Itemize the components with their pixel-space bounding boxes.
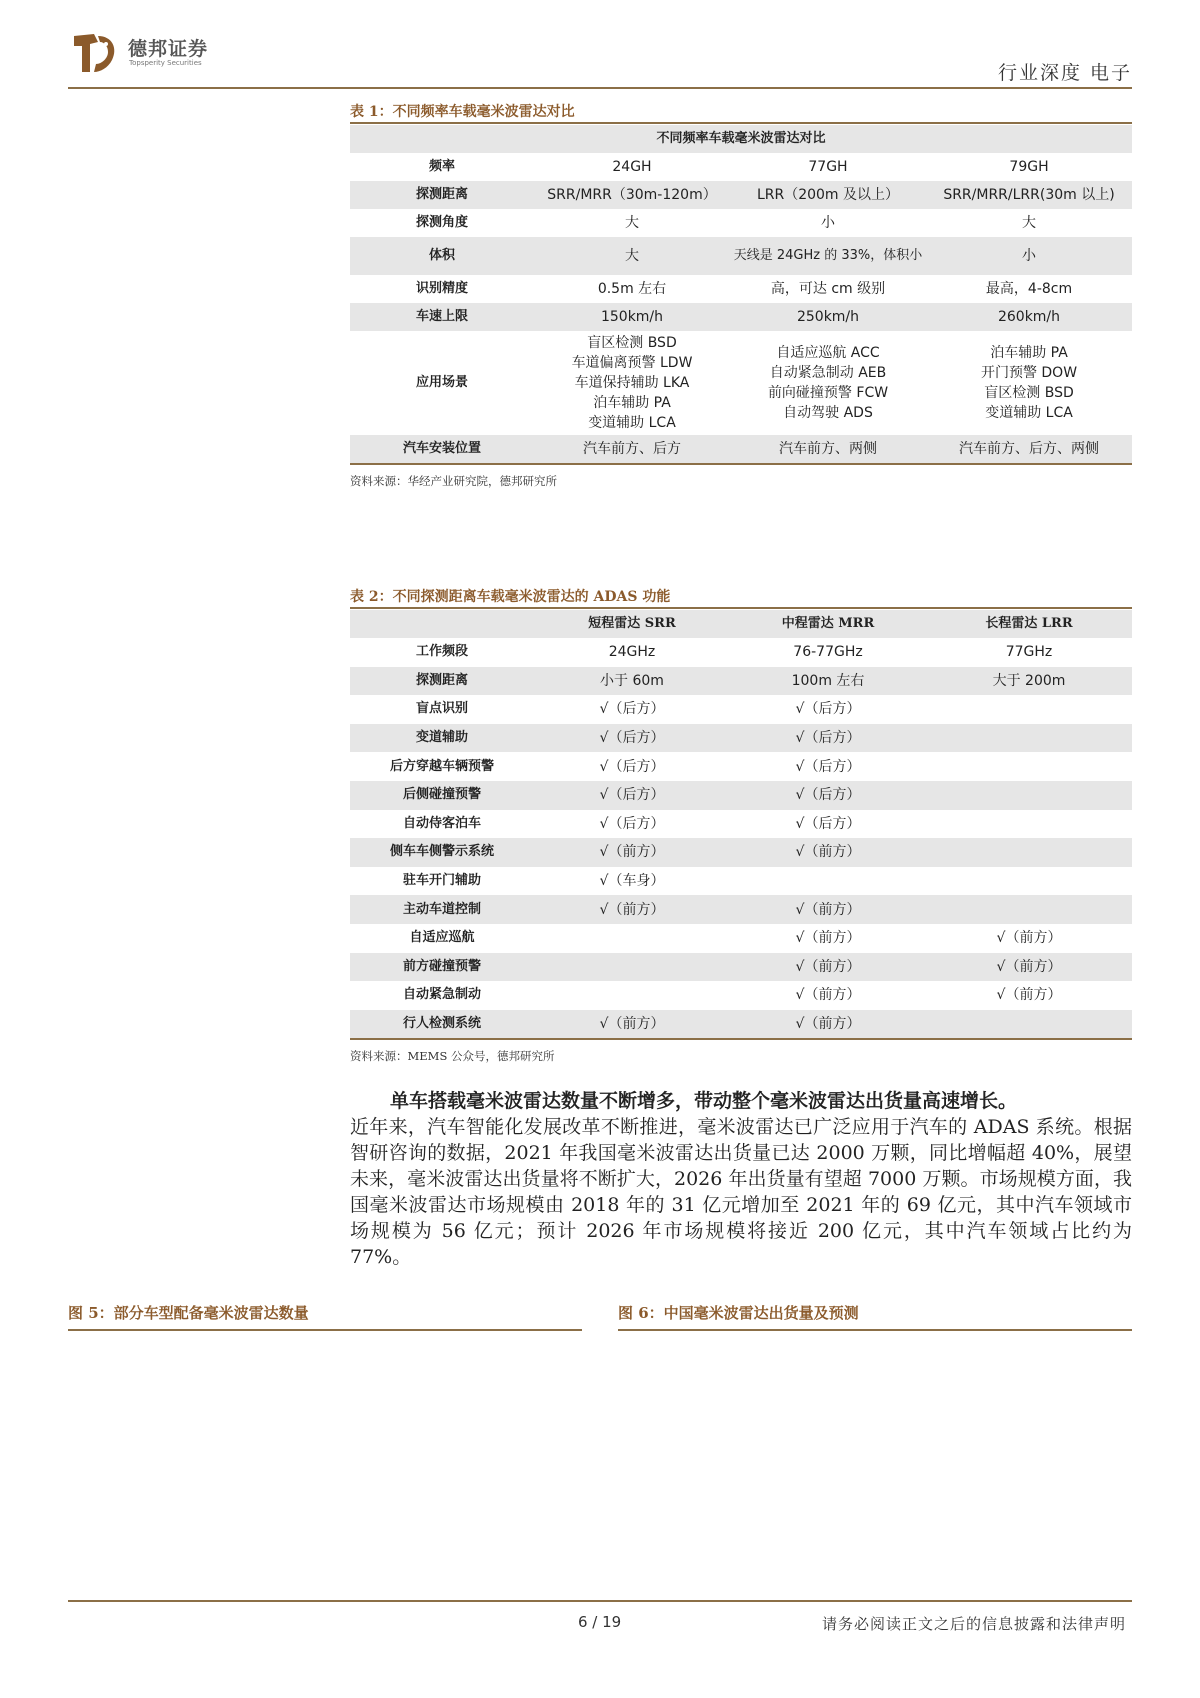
table2-cell: √（后方）: [795, 758, 861, 775]
company-logo: [68, 28, 248, 80]
table2-row-header: 后方穿越车辆预警: [389, 758, 494, 774]
table1-cell: 大: [625, 215, 639, 231]
table1-row: [350, 209, 1132, 237]
table2-cell: [926, 895, 1132, 924]
table2-cell: 24GHz: [608, 644, 656, 661]
table1-row-header: 识别精度: [415, 281, 468, 296]
table1-cell: 最高，4-8cm: [985, 281, 1073, 297]
table2-cell: 100m 左右: [730, 667, 926, 696]
table2-row: [350, 838, 1132, 867]
table1-top-rule: [350, 122, 1132, 124]
table1-cell: LRR（200m 及以上）: [730, 181, 926, 209]
table2-cell: √（车身）: [599, 873, 665, 890]
table1-caption: 表 1：不同频率车载毫米波雷达对比: [350, 104, 575, 120]
logo-english-name: Topsperity Securities: [129, 59, 202, 67]
table1-cell: 79GH: [1009, 159, 1049, 175]
table2-cell: 77GHz: [1005, 644, 1053, 661]
table1-cell: 汽车前方、两侧: [730, 435, 926, 463]
table2-column-header: 短程雷达 SRR: [534, 610, 730, 638]
table1-cell: 高，可达 cm 级别: [770, 281, 886, 297]
table2-cell: 76-77GHz: [793, 644, 863, 661]
table2-row: [350, 981, 1132, 1010]
table1-row-header: 探测距离: [350, 181, 534, 209]
table2-row-header: 变道辅助: [350, 724, 534, 753]
table2-cell: √（后方）: [534, 724, 730, 753]
table2-cell: [926, 867, 1132, 896]
table2-row-header: 自动侍客泊车: [402, 815, 481, 831]
table1-row: [350, 435, 1132, 463]
table1-cell: 汽车前方、后方、两侧: [926, 435, 1132, 463]
table1-radar-frequency-comparison: [350, 125, 1132, 463]
table2-column-header: [350, 610, 534, 638]
table2-cell: √（前方）: [795, 930, 861, 947]
table2-cell: [534, 953, 730, 982]
table2-cell: √（后方）: [795, 815, 861, 832]
table2-row: [350, 752, 1132, 781]
table2-cell: √（前方）: [730, 1010, 926, 1039]
table2-cell: √（前方）: [534, 895, 730, 924]
table1-cell: 小: [821, 215, 835, 231]
table1-row: [350, 303, 1132, 331]
table1-cell: 24GH: [612, 159, 652, 175]
table1-cell: SRR/MRR/LRR(30m 以上): [926, 181, 1132, 209]
table1-cell: 汽车前方、后方: [534, 435, 730, 463]
table2-row-header: 行人检测系统: [350, 1010, 534, 1039]
table2-row: [350, 867, 1132, 896]
table2-top-rule: [350, 607, 1132, 609]
table2-cell: [926, 724, 1132, 753]
table2-cell: √（前方）: [996, 930, 1062, 947]
table1-title: 不同频率车载毫米波雷达对比: [350, 125, 1132, 153]
table2-cell: √（前方）: [795, 987, 861, 1004]
footer-disclaimer: 请务必阅读正文之后的信息披露和法律声明: [821, 1615, 1126, 1633]
table2-caption: 表 2：不同探测距离车载毫米波雷达的 ADAS 功能: [350, 589, 671, 605]
table1-cell: 小: [926, 237, 1132, 275]
figure5-caption: 图 5：部分车型配备毫米波雷达数量: [68, 1304, 309, 1322]
footer-divider: [68, 1600, 1132, 1602]
table2-cell: √（后方）: [730, 724, 926, 753]
table1-cell: 大: [1022, 215, 1036, 231]
table2-row: [350, 953, 1132, 982]
table2-cell: √（前方）: [534, 1010, 730, 1039]
table2-cell: [926, 752, 1132, 781]
table2-cell: [926, 781, 1132, 810]
table2-row: [350, 695, 1132, 724]
table2-cell: 小于 60m: [534, 667, 730, 696]
body-text: 近年来，汽车智能化发展改革不断推进，毫米波雷达已广泛应用于汽车的 ADAS 系统。根据智研咨询的数据，2021 年我国毫米波雷达出货量已达 2000 万颗，同比增幅超 40%，展望未来，毫米波雷达出货量将不断扩大，2026 年出货量有望超 7000 万颗。市场规模方面，我国毫米波雷达市场规模由 2018 年的 31 亿元增加至 2021 年的 69 亿元，其中汽车领域市场规模为 56 亿元；预计 2026 年市场规模将接近 200 亿元，其中汽车领域占比约为 77%。: [350, 1116, 1132, 1268]
table1-title-row: [350, 125, 1132, 153]
table2-cell: √（前方）: [730, 953, 926, 982]
table2-row: [350, 724, 1132, 753]
table2-row-header: 工作频段: [415, 644, 468, 660]
table1-row-header: 车速上限: [350, 303, 534, 331]
table2-cell: [926, 695, 1132, 724]
table2-adas-functions: [350, 610, 1132, 1038]
table1-row: [350, 153, 1132, 181]
table1-row-header: 探测角度: [415, 215, 468, 230]
table1-cell: 250km/h: [730, 303, 926, 331]
table2-row-header: 自适应巡航: [409, 930, 475, 946]
table1-cell: 盲区检测 BSD 车道偏离预警 LDW 车道保持辅助 LKA 泊车辅助 PA 变道辅助 LCA: [571, 335, 693, 431]
table1-cell: 自适应巡航 ACC 自动紧急制动 AEB 前向碰撞预警 FCW 自动驾驶 ADS: [767, 345, 889, 421]
table1-source: 资料来源：华经产业研究院，德邦研究所: [350, 474, 557, 488]
table2-cell: [534, 981, 730, 1010]
table2-cell: √（后方）: [730, 781, 926, 810]
table2-cell: [730, 867, 926, 896]
table1-cell: SRR/MRR（30m-120m）: [534, 181, 730, 209]
logo-mark-icon: [68, 28, 120, 80]
table2-cell: √（前方）: [926, 953, 1132, 982]
table2-cell: √（前方）: [730, 838, 926, 867]
table2-cell: √（前方）: [996, 987, 1062, 1004]
table2-cell: √（后方）: [599, 815, 665, 832]
table1-row: [350, 237, 1132, 275]
table1-row-header: 应用场景: [415, 375, 468, 390]
table1-row-header: 频率: [428, 159, 455, 174]
table1-cell: 150km/h: [534, 303, 730, 331]
table2-row-header: 后侧碰撞预警: [350, 781, 534, 810]
body-paragraph: [350, 1088, 1132, 1270]
table2-row: [350, 638, 1132, 667]
table2-bottom-rule: [350, 1038, 1132, 1040]
logo-chinese-name: 德邦证券: [128, 38, 209, 60]
body-lead-sentence: 单车搭载毫米波雷达数量不断增多，带动整个毫米波雷达出货量高速增长。: [390, 1090, 1018, 1112]
figure6-caption: 图 6：中国毫米波雷达出货量及预测: [618, 1304, 859, 1322]
table1-cell: 泊车辅助 PA 开门预警 DOW 盲区检测 BSD 变道辅助 LCA: [980, 345, 1078, 421]
table2-row: [350, 781, 1132, 810]
table2-row: [350, 1010, 1132, 1039]
table1-cell: 260km/h: [926, 303, 1132, 331]
table1-bottom-rule: [350, 463, 1132, 465]
table2-row-header: 侧车车侧警示系统: [350, 838, 534, 867]
page-number: 6 / 19: [578, 1613, 622, 1631]
report-category: 行业深度 电子: [997, 62, 1132, 84]
table2-row: [350, 924, 1132, 953]
table1-row: [350, 181, 1132, 209]
table2-row: [350, 667, 1132, 696]
table2-cell: √（后方）: [599, 701, 665, 718]
table2-header-row: [350, 610, 1132, 638]
table1-row-header: 体积: [350, 237, 534, 275]
figure5-rule: [68, 1329, 582, 1331]
table2-column-header: 长程雷达 LRR: [926, 610, 1132, 638]
table2-column-header: 中程雷达 MRR: [730, 610, 926, 638]
table2-cell: √（后方）: [795, 701, 861, 718]
table1-cell: 天线是 24GHz 的 33%，体积小: [730, 237, 926, 275]
table2-row-header: 探测距离: [350, 667, 534, 696]
table2-row: [350, 810, 1132, 839]
table2-row-header: 主动车道控制: [350, 895, 534, 924]
table1-row-header: 汽车安装位置: [350, 435, 534, 463]
table2-row-header: 自动紧急制动: [402, 987, 481, 1003]
table1-cell: 77GH: [808, 159, 848, 175]
table2-cell: [926, 810, 1132, 839]
table2-cell: √（前方）: [730, 895, 926, 924]
table2-source: 资料来源：MEMS 公众号，德邦研究所: [350, 1049, 555, 1063]
table2-cell: 大于 200m: [926, 667, 1132, 696]
table2-cell: √（后方）: [534, 781, 730, 810]
header-divider: [68, 87, 1132, 89]
table2-cell: √（后方）: [599, 758, 665, 775]
table2-row-header: 驻车开门辅助: [402, 873, 481, 889]
figure6-rule: [618, 1329, 1132, 1331]
table2-cell: [926, 838, 1132, 867]
table1-cell: 大: [534, 237, 730, 275]
table2-cell: [926, 1010, 1132, 1039]
table2-row-header: 盲点识别: [415, 701, 468, 717]
table1-cell: 0.5m 左右: [597, 281, 667, 297]
table2-row: [350, 895, 1132, 924]
table2-row-header: 前方碰撞预警: [350, 953, 534, 982]
table1-row: [350, 275, 1132, 303]
table2-cell: [534, 924, 730, 953]
table2-cell: √（前方）: [534, 838, 730, 867]
table1-row: [350, 331, 1132, 435]
